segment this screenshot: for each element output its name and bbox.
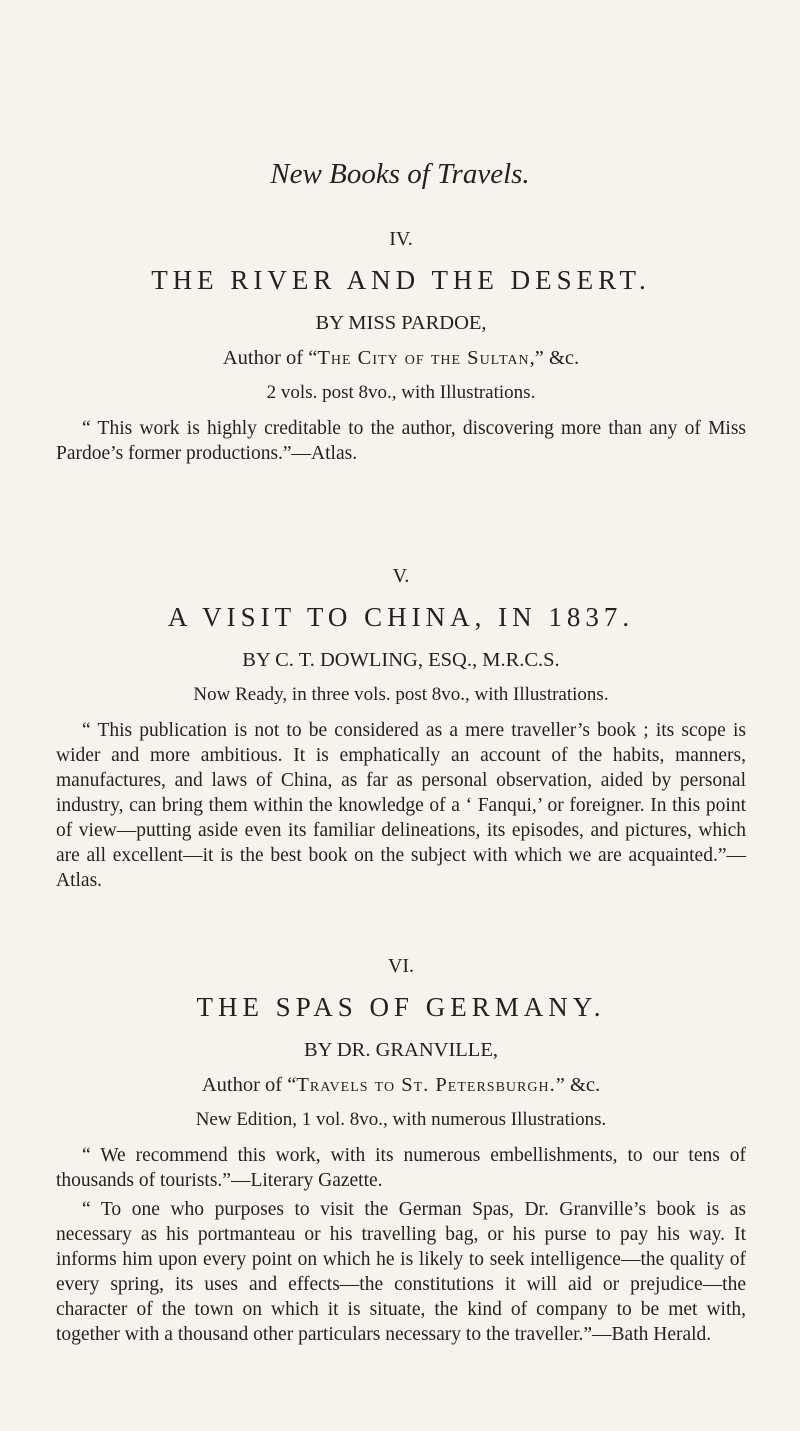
book-title: THE RIVER AND THE DESERT. [151, 265, 651, 295]
review-quote: “ This publication is not to be considered as a mere traveller’s book ; its scope is wider and more ambitious. It is emphatically an account of the habits, manners, manufactures, and laws of China, as far as personal observation, aided by personal industry, can bring them within the knowledge of a ‘ Fanqui,’ or foreigner. In this point of view—putting aside even its familiar delineations, its episodes, and pictures, which are all excellent—it is the best book on the subject with which we are acquainted.”—Atlas. [56, 720, 746, 891]
entry-river-and-desert [56, 228, 746, 466]
format-line: New Edition, 1 vol. 8vo., with numerous Illustrations. [195, 1109, 607, 1130]
format-line: Now Ready, in three vols. post 8vo., with Illustrations. [193, 684, 609, 705]
byline: BY DR. GRANVILLE, [304, 1039, 498, 1061]
author-work: Travels to St. Petersburgh. [296, 1074, 556, 1096]
entry-spas-of-germany [56, 955, 746, 1347]
entry-numeral: VI. [387, 955, 415, 977]
book-title: THE SPAS OF GERMANY. [196, 992, 606, 1022]
entry-numeral: V. [392, 565, 410, 587]
review-quote: “ To one who purposes to visit the German Spas, Dr. Granville’s book is as necessary as his portmanteau or his travelling bag, or his purse to pay his way. It informs him upon every point on which he is likely to seek intelligence—the quality of every spring, its uses and effects—the constitutions it will aid or prejudice—the character of the town on which it is situate, the kind of company to be met with, together with a thousand other particulars necessary to the traveller.”—Bath Herald. [56, 1199, 746, 1345]
book-title: A VISIT TO CHINA, IN 1837. [167, 602, 635, 632]
entry-visit-to-china [56, 565, 746, 893]
author-line: Author of “Travels to St. Petersburgh.” &c. [201, 1074, 601, 1096]
byline: BY C. T. DOWLING, ESQ., M.R.C.S. [242, 649, 560, 671]
running-head: New Books of Travels. [270, 158, 530, 190]
author-line: Author of “The City of the Sultan,” &c. [222, 347, 580, 369]
format-line: 2 vols. post 8vo., with Illustrations. [266, 382, 536, 403]
author-work: The City of the Sultan [317, 347, 530, 369]
review-quote: “ We recommend this work, with its numerous embellishments, to our tens of thousands of tourists.”—Literary Gazette. [56, 1145, 746, 1191]
entry-numeral: IV. [389, 228, 413, 250]
review-quote: “ This work is highly creditable to the author, discovering more than any of Miss Pardoe’s former productions.”—Atlas. [56, 418, 746, 464]
byline: BY MISS PARDOE, [315, 312, 487, 334]
